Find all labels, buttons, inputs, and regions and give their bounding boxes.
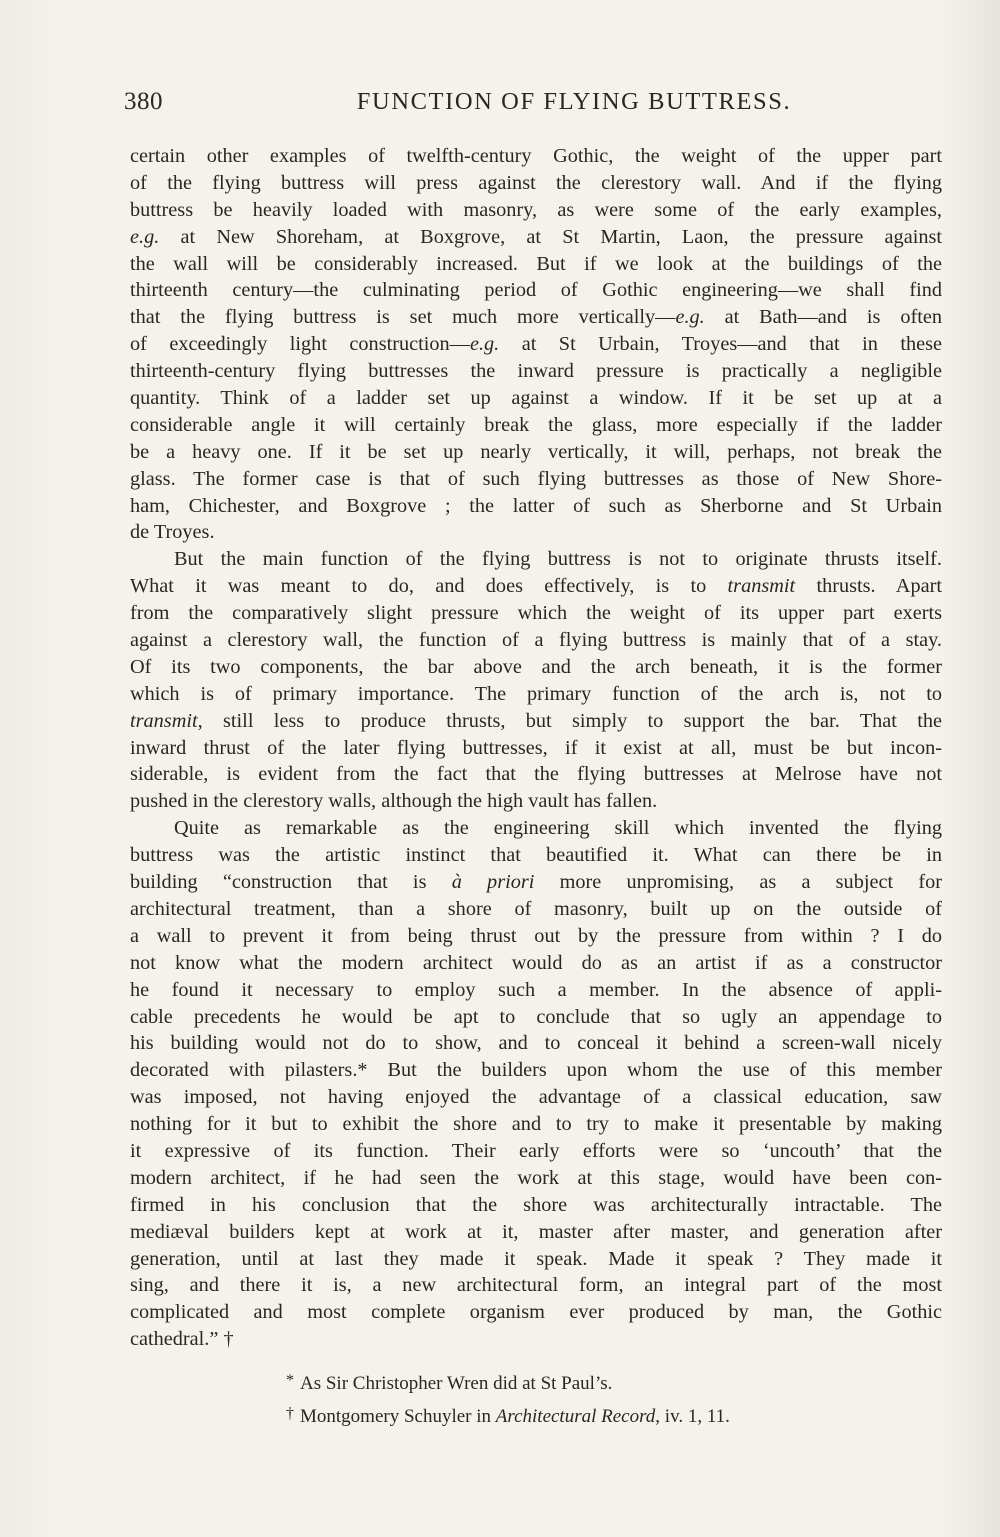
text-line: it expressive of its function. Their early efforts were so ‘uncouth’ that the — [130, 1139, 942, 1162]
text-line: be a heavy one. If it be set up nearly vertically, it will, perhaps, not break the — [130, 440, 942, 463]
text-line: of exceedingly light construction—e.g. at St Urbain, Troyes—and that in these — [130, 333, 942, 356]
text-line: which is of primary importance. The primary function of the arch is, not to — [130, 682, 942, 705]
text-line: building “construction that is à priori more unpromising, as a subject for — [130, 871, 942, 894]
footnote-mark: † — [286, 1405, 294, 1422]
text-line: inward thrust of the later flying buttresses, if it exist at all, must be but incon- — [130, 736, 942, 759]
text-line: against a clerestory wall, the function of a flying buttress is mainly that of a stay. — [130, 629, 942, 652]
text-line: e.g. at New Shoreham, at Boxgrove, at St Martin, Laon, the pressure against — [130, 225, 942, 248]
text-line: of the flying buttress will press against the clerestory wall. And if the flying — [130, 171, 942, 194]
text-line: Of its two components, the bar above and the arch beneath, it is the former — [130, 655, 942, 678]
text-line: What it was meant to do, and does effectively, is to transmit thrusts. Apart — [130, 575, 942, 598]
footnotes — [130, 1366, 942, 1432]
text-line: quantity. Think of a ladder set up against a window. If it be set up at a — [130, 387, 942, 410]
text-line: firmed in his conclusion that the shore was architecturally intractable. The — [130, 1193, 942, 1216]
text-line: thirteenth century—the culminating period of Gothic engineering—we shall find — [130, 279, 942, 302]
text-line: considerable angle it will certainly break the glass, more especially if the ladder — [130, 413, 942, 436]
text-line: ham, Chichester, and Boxgrove ; the latter of such as Sherborne and St Urbain — [130, 494, 942, 517]
text-line: architectural treatment, than a shore of masonry, built up on the outside of — [130, 897, 942, 920]
text-line: glass. The former case is that of such flying buttresses as those of New Shore- — [130, 467, 942, 490]
text-line: his building would not do to show, and to conceal it behind a screen-wall nicely — [130, 1032, 942, 1055]
footnote-2 — [130, 1399, 942, 1432]
footnote-text: As Sir Christopher Wren did at St Paul’s. — [300, 1373, 613, 1394]
text-line: from the comparatively slight pressure which the weight of its upper part exerts — [130, 602, 942, 625]
text-line: cathedral.” † — [130, 1328, 234, 1351]
text-line: certain other examples of twelfth-century Gothic, the weight of the upper part — [130, 145, 942, 167]
text-line: buttress was the artistic instinct that beautified it. What can there be in — [130, 844, 942, 867]
text-line: sing, and there it is, a new architectural form, an integral part of the most — [130, 1274, 942, 1297]
page-header — [124, 88, 944, 128]
text-line: not know what the modern architect would do as an artist if as a constructor — [130, 951, 942, 974]
text-line: But the main function of the flying buttress is not to originate thrusts itself. — [174, 548, 942, 571]
text-line: Quite as remarkable as the engineering skill which invented the flying — [174, 817, 942, 840]
text-line: complicated and most complete organism ever produced by man, the Gothic — [130, 1301, 942, 1324]
text-line: thirteenth-century flying buttresses the inward pressure is practically a negligible — [130, 360, 942, 383]
text-line: generation, until at last they made it speak. Made it speak ? They made it — [130, 1247, 942, 1270]
text-line: siderable, is evident from the fact that the flying buttresses at Melrose have not — [130, 763, 942, 786]
footnote-journal-title: Architectural Record — [495, 1406, 656, 1427]
footnote-mark: * — [286, 1372, 294, 1389]
text-line: was imposed, not having enjoyed the advantage of a classical education, saw — [130, 1086, 942, 1109]
running-title: FUNCTION OF FLYING BUTTRESS. — [356, 88, 792, 115]
text-line: pushed in the clerestory walls, although the high vault has fallen. — [130, 790, 658, 813]
text-line: decorated with pilasters.* But the builders upon whom the use of this member — [130, 1059, 942, 1082]
text-line: de Troyes. — [130, 521, 215, 544]
text-line: a wall to prevent it from being thrust out by the pressure from within ? I do — [130, 924, 942, 947]
text-line: he found it necessary to employ such a member. In the absence of appli- — [130, 978, 942, 1001]
footnote-1 — [130, 1366, 942, 1399]
text-line: cable precedents he would be apt to conclude that so ugly an appendage to — [130, 1005, 942, 1028]
text-line: modern architect, if he had seen the work at this stage, would have been con- — [130, 1166, 942, 1189]
text-line: that the flying buttress is set much more vertically—e.g. at Bath—and is often — [130, 306, 942, 329]
body-text — [130, 143, 942, 1353]
footnote-text: Montgomery Schuyler in — [300, 1406, 496, 1427]
text-line: the wall will be considerably increased. But if we look at the buildings of the — [130, 252, 942, 275]
text-line: nothing for it but to exhibit the shore and to try to make it presentable by making — [130, 1113, 942, 1136]
text-line: buttress be heavily loaded with masonry, as were some of the early examples, — [130, 198, 942, 221]
text-line: transmit, still less to produce thrusts, but simply to support the bar. That the — [130, 709, 942, 732]
text-line: mediæval builders kept at work at it, master after master, and generation after — [130, 1220, 942, 1243]
footnote-citation: , iv. 1, 11. — [655, 1406, 730, 1427]
page-number: 380 — [124, 88, 163, 115]
